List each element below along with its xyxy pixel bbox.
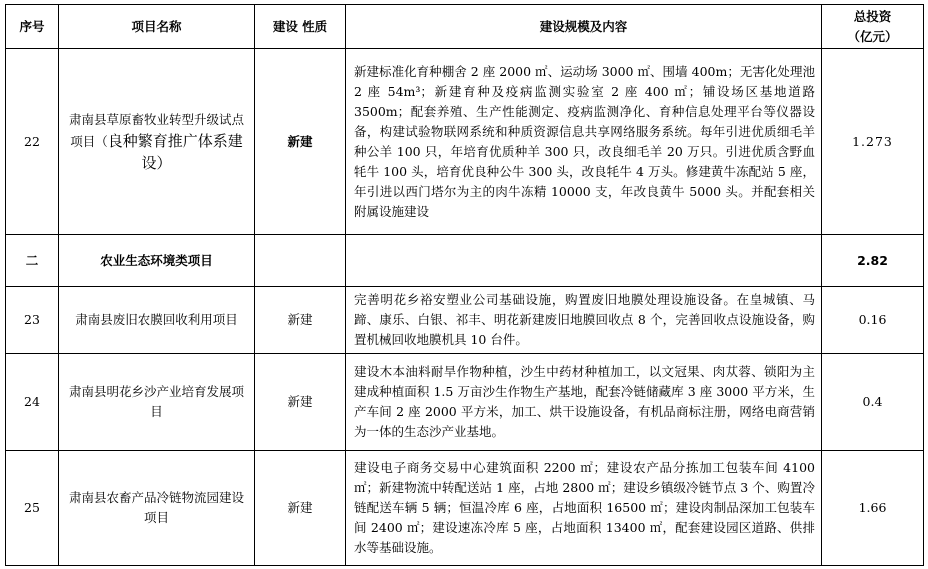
- section-2-scope: [346, 235, 822, 287]
- table-row-24: [6, 354, 924, 451]
- section-2-investment: 2.82: [822, 235, 924, 287]
- row-24-investment: 0.4: [822, 354, 924, 451]
- row-22-type: 新建: [255, 49, 346, 235]
- row-23-no: 23: [6, 287, 59, 354]
- row-23-name: 肃南县废旧农膜回收利用项目: [59, 287, 255, 354]
- row-22-detail: 新建标准化育种棚舍 2 座 2000 ㎡、运动场 3000 ㎡、围墙 400m；无害化处理池 2 座 54m³；新建育种及疫病监测实验室 2 座 400 ㎡；铺设场区基地道路 3500m；配套养殖、生产性能测定、疫病监测净化、育种信息处理平台等仪器设备，构建试验物联网系统和种质资源信息共享网络服务系统。每年引进优质细毛羊种公羊 100 只，年培育优质种羊 300 只，改良细毛羊 20 万只。引进优质含野血牦牛 100 头，培育优良种公牛 300 头，改良牦牛 4 万头。修建黄牛冻配站 5 座，年引进以西门塔尔为主的肉牛冻精 10000 支，年改良黄牛 5000 头。并配套相关附属设施建设: [346, 49, 822, 235]
- section-row-2: [6, 235, 924, 287]
- row-25-type: 新建: [255, 451, 346, 566]
- row-22-name: [59, 49, 255, 235]
- row-23-investment: 0.16: [822, 287, 924, 354]
- header-no: 序号: [6, 5, 59, 49]
- header-type: 建设 性质: [255, 5, 346, 49]
- row-24-type: 新建: [255, 354, 346, 451]
- row-22-no: 22: [6, 49, 59, 235]
- header-investment-line1: 总投资: [853, 8, 892, 24]
- table-row-23: [6, 287, 924, 354]
- row-22-name-part1: 肃南县草原畜牧业转型升级试点项目（: [69, 111, 245, 149]
- row-25-name: 肃南县农畜产品冷链物流园建设项目: [59, 451, 255, 566]
- project-table: [5, 4, 924, 566]
- row-24-name: 肃南县明花乡沙产业培育发展项目: [59, 354, 255, 451]
- row-23-type: 新建: [255, 287, 346, 354]
- section-2-type: [255, 235, 346, 287]
- row-24-detail: 建设木本油料耐旱作物种植，沙生中药材种植加工，以文冠果、肉苁蓉、锁阳为主建成种植面积 1.5 万亩沙生作物生产基地，配套冷链储藏库 3 座 3000 平方米，生产车间 2 座 2000 平方米，加工、烘干设施设备，有机品商标注册，网络电商营销为一体的生态沙产业基地。: [346, 354, 822, 451]
- header-investment: [822, 5, 924, 49]
- header-scope: 建设规模及内容: [346, 5, 822, 49]
- row-25-no: 25: [6, 451, 59, 566]
- row-23-detail: 完善明花乡裕安塑业公司基础设施，购置废旧地膜处理设施设备。在皇城镇、马蹄、康乐、白银、祁丰、明花新建废旧地膜回收点 8 个，完善回收点设施设备，购置机械回收地膜机具 10 台件。: [346, 287, 822, 354]
- section-2-no: 二: [6, 235, 59, 287]
- header-name: 项目名称: [59, 5, 255, 49]
- row-22-name-part2: 良种繁育推广体系建设: [107, 131, 243, 172]
- header-investment-line2: （亿元）: [847, 28, 898, 44]
- table-row-25: [6, 451, 924, 566]
- row-22-investment: 1.273: [822, 49, 924, 235]
- table-row-22: [6, 49, 924, 235]
- row-25-investment: 1.66: [822, 451, 924, 566]
- row-22-name-part3: ）: [156, 153, 172, 172]
- row-24-no: 24: [6, 354, 59, 451]
- header-row: [6, 5, 924, 49]
- row-25-detail: 建设电子商务交易中心建筑面积 2200 ㎡；建设农产品分拣加工包装车间 4100 ㎡；新建物流中转配送站 1 座，占地 2800 ㎡；建设乡镇级冷链节点 3 个、购置冷链配送车辆 5 辆；恒温冷库 6 座，占地面积 16500 ㎡；建设肉制品深加工包装车间 2400 ㎡；建设速冻冷库 5 座，占地面积 13400 ㎡，配套建设园区道路、供排水等基础设施。: [346, 451, 822, 566]
- section-2-name: 农业生态环境类项目: [59, 235, 255, 287]
